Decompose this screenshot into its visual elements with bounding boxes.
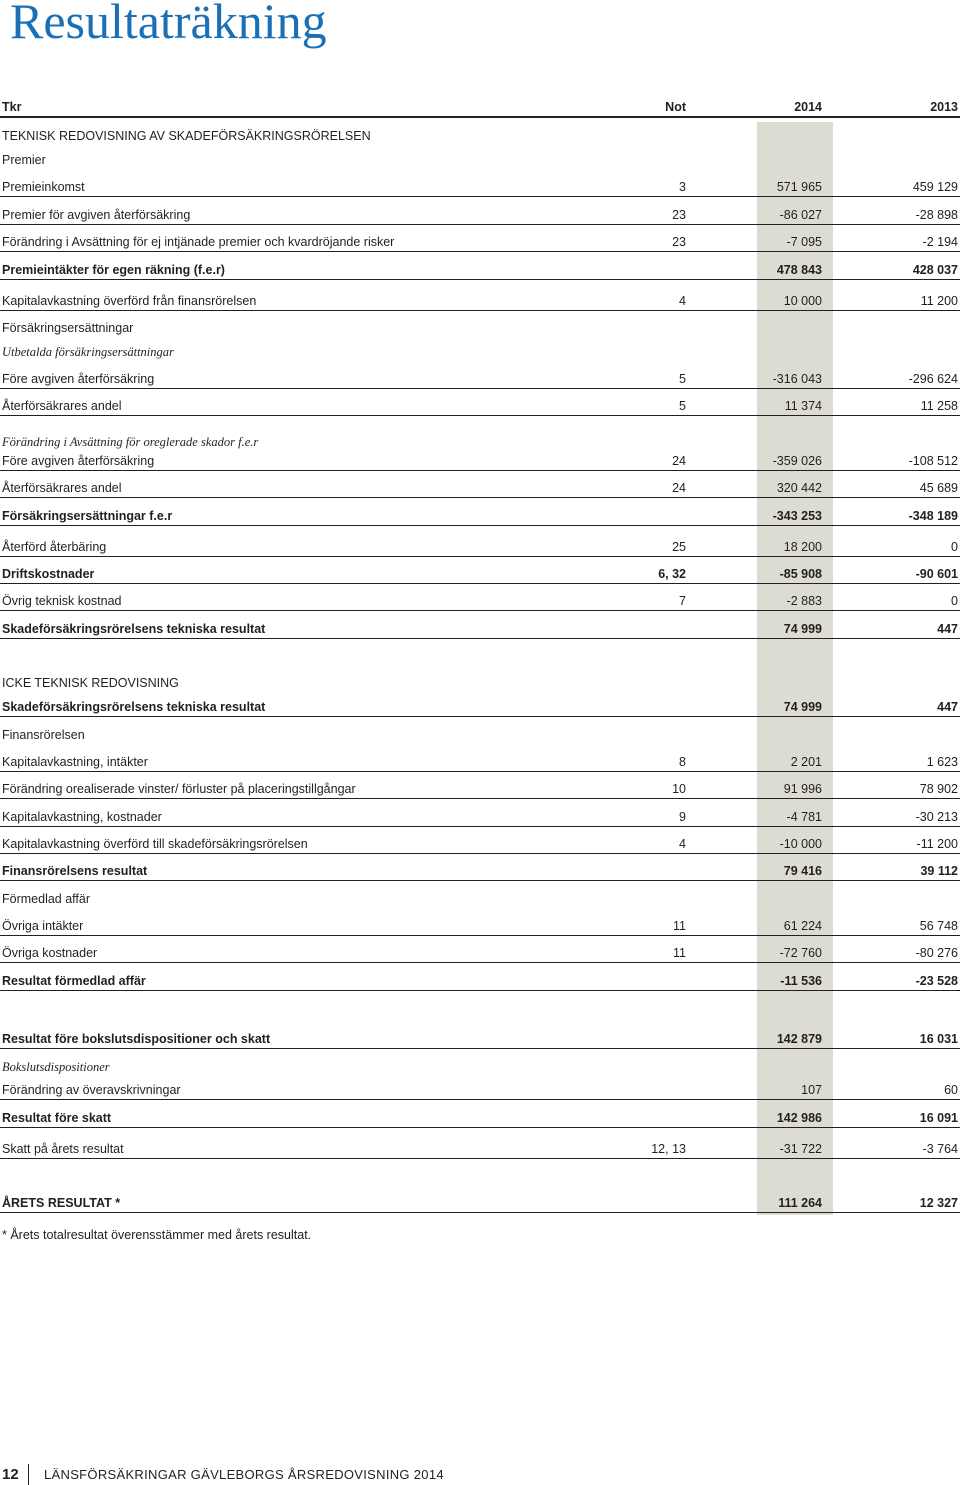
row-label: Skadeförsäkringsrörelsens tekniska resultat bbox=[2, 700, 266, 714]
row-value-2013: 16 031 bbox=[919, 1032, 958, 1046]
row-label: Försäkringsersättningar f.e.r bbox=[2, 509, 173, 523]
row-label: Kapitalavkastning överförd från finansrörelsen bbox=[2, 294, 257, 308]
row-value-2014: 18 200 bbox=[783, 540, 822, 554]
row-value-2014: 79 416 bbox=[783, 864, 822, 878]
row-value-2013: 447 bbox=[937, 622, 958, 636]
row-value-2014: -86 027 bbox=[779, 208, 822, 222]
row-value-2013: 11 200 bbox=[920, 294, 958, 308]
row-label: Resultat före bokslutsdispositioner och skatt bbox=[2, 1032, 271, 1046]
header-not: Not bbox=[665, 100, 686, 114]
row-label: Övrig teknisk kostnad bbox=[2, 594, 122, 608]
row-value-2013: 428 037 bbox=[912, 263, 958, 277]
row-value-2014: -316 043 bbox=[772, 372, 822, 386]
row-value-2014: -72 760 bbox=[779, 946, 822, 960]
row-label: Förändring av överavskrivningar bbox=[2, 1083, 181, 1097]
row-label: Utbetalda försäkringsersättningar bbox=[2, 345, 174, 359]
table-row bbox=[0, 178, 960, 197]
row-value-2014: -31 722 bbox=[779, 1142, 822, 1156]
row-label: Förändring i Avsättning för oreglerade skador f.e.r bbox=[2, 435, 259, 449]
row-label: Resultat förmedlad affär bbox=[2, 974, 146, 988]
table-row bbox=[0, 1194, 960, 1213]
row-label: Finansrörelsen bbox=[2, 728, 85, 742]
page-footer bbox=[0, 1466, 960, 1483]
row-value-2014: -2 883 bbox=[786, 594, 822, 608]
row-value-2013: 78 902 bbox=[919, 782, 958, 796]
row-not: 23 bbox=[672, 235, 686, 249]
row-value-2014: 142 986 bbox=[776, 1111, 822, 1125]
table-row bbox=[0, 151, 960, 169]
row-value-2014: -4 781 bbox=[786, 810, 822, 824]
row-value-2013: -23 528 bbox=[915, 974, 958, 988]
row-not: 12, 13 bbox=[651, 1142, 686, 1156]
table-header bbox=[0, 98, 960, 118]
table-row bbox=[0, 1140, 960, 1159]
row-value-2014: 320 442 bbox=[776, 481, 822, 495]
row-value-2013: -28 898 bbox=[915, 208, 958, 222]
row-value-2013: -2 194 bbox=[922, 235, 958, 249]
row-label: Förändring i Avsättning för ej intjänade premier och kvardröjande risker bbox=[2, 235, 395, 249]
row-not: 11 bbox=[673, 946, 686, 960]
table-row bbox=[0, 808, 960, 827]
row-value-2014: 91 996 bbox=[783, 782, 822, 796]
table-row bbox=[0, 261, 960, 280]
table-row bbox=[0, 726, 960, 744]
table-row bbox=[0, 620, 960, 639]
row-value-2013: 45 689 bbox=[919, 481, 958, 495]
row-not: 8 bbox=[679, 755, 686, 769]
row-value-2014: 10 000 bbox=[783, 294, 822, 308]
table-row bbox=[0, 206, 960, 225]
row-label: Före avgiven återförsäkring bbox=[2, 372, 155, 386]
table-row bbox=[0, 127, 960, 145]
row-value-2013: 60 bbox=[944, 1083, 958, 1097]
table-row bbox=[0, 370, 960, 389]
row-label: Återförd återbäring bbox=[2, 540, 107, 554]
row-value-2013: -90 601 bbox=[915, 567, 958, 581]
row-label: Skadeförsäkringsrörelsens tekniska resultat bbox=[2, 622, 266, 636]
table-row bbox=[0, 319, 960, 337]
row-value-2013: 56 748 bbox=[919, 919, 958, 933]
row-value-2013: -3 764 bbox=[922, 1142, 958, 1156]
row-value-2014: -85 908 bbox=[779, 567, 822, 581]
row-label: Återförsäkrares andel bbox=[2, 481, 122, 495]
page-title: Resultaträkning bbox=[10, 0, 327, 49]
header-unit: Tkr bbox=[2, 100, 22, 114]
row-not: 6, 32 bbox=[658, 567, 686, 581]
table-row bbox=[0, 890, 960, 908]
header-year-2013: 2013 bbox=[930, 100, 958, 114]
row-value-2013: 0 bbox=[951, 540, 958, 554]
page-number: 12 bbox=[2, 1466, 19, 1483]
row-value-2013: -80 276 bbox=[915, 946, 958, 960]
table-row bbox=[0, 972, 960, 991]
row-label: ICKE TEKNISK REDOVISNING bbox=[2, 676, 179, 690]
row-not: 4 bbox=[679, 294, 686, 308]
table-row bbox=[0, 862, 960, 881]
row-not: 9 bbox=[679, 810, 686, 824]
row-label: Driftskostnader bbox=[2, 567, 95, 581]
row-label: Finansrörelsens resultat bbox=[2, 864, 148, 878]
row-label: ÅRETS RESULTAT * bbox=[2, 1196, 121, 1210]
table-row bbox=[0, 343, 960, 361]
row-not: 7 bbox=[679, 594, 686, 608]
row-value-2014: -10 000 bbox=[779, 837, 822, 851]
row-label: Kapitalavkastning överförd till skadeförsäkringsrörelsen bbox=[2, 837, 308, 851]
row-label: Premier för avgiven återförsäkring bbox=[2, 208, 191, 222]
row-label: Premier bbox=[2, 153, 46, 167]
row-not: 24 bbox=[672, 481, 686, 495]
row-label: Övriga intäkter bbox=[2, 919, 84, 933]
row-not: 10 bbox=[672, 782, 686, 796]
row-label: Bokslutsdispositioner bbox=[2, 1060, 110, 1074]
row-value-2014: -343 253 bbox=[772, 509, 822, 523]
row-value-2013: -30 213 bbox=[915, 810, 958, 824]
table-row bbox=[0, 753, 960, 772]
table-row bbox=[0, 433, 960, 451]
footnote: * Årets totalresultat överensstämmer med årets resultat. bbox=[2, 1228, 312, 1242]
header-year-2014: 2014 bbox=[794, 100, 822, 114]
row-label: Återförsäkrares andel bbox=[2, 399, 122, 413]
row-not: 25 bbox=[672, 540, 686, 554]
row-value-2014: 107 bbox=[801, 1083, 822, 1097]
row-label: Resultat före skatt bbox=[2, 1111, 112, 1125]
row-value-2013: 0 bbox=[951, 594, 958, 608]
table-row bbox=[0, 507, 960, 526]
row-value-2014: 142 879 bbox=[776, 1032, 822, 1046]
row-value-2013: -296 624 bbox=[908, 372, 958, 386]
table-row bbox=[0, 944, 960, 963]
row-not: 3 bbox=[679, 180, 686, 194]
row-value-2013: -11 200 bbox=[916, 837, 958, 851]
row-not: 5 bbox=[679, 399, 686, 413]
row-label: Försäkringsersättningar bbox=[2, 321, 134, 335]
row-value-2013: -348 189 bbox=[908, 509, 958, 523]
table-row bbox=[0, 292, 960, 311]
row-value-2013: -108 512 bbox=[908, 454, 958, 468]
row-value-2014: 2 201 bbox=[790, 755, 822, 769]
table-row bbox=[0, 1058, 960, 1076]
table-row bbox=[0, 1109, 960, 1128]
row-not: 23 bbox=[672, 208, 686, 222]
table-row bbox=[0, 835, 960, 854]
row-value-2014: 74 999 bbox=[783, 700, 822, 714]
row-label: TEKNISK REDOVISNING AV SKADEFÖRSÄKRINGSRÖRELSEN bbox=[2, 129, 371, 143]
row-value-2014: 478 843 bbox=[776, 263, 822, 277]
table-row bbox=[0, 565, 960, 584]
footer-divider bbox=[28, 1464, 29, 1485]
row-not: 24 bbox=[672, 454, 686, 468]
table-row bbox=[0, 1030, 960, 1049]
row-value-2013: 1 623 bbox=[926, 755, 958, 769]
row-value-2014: -359 026 bbox=[772, 454, 822, 468]
row-label: Premieinkomst bbox=[2, 180, 85, 194]
table-row bbox=[0, 674, 960, 692]
footer-org: LÄNSFÖRSÄKRINGAR GÄVLEBORGS ÅRSREDOVISNING 2014 bbox=[44, 1467, 444, 1482]
row-value-2014: 111 264 bbox=[778, 1196, 822, 1210]
row-label: Förmedlad affär bbox=[2, 892, 91, 906]
row-value-2013: 12 327 bbox=[919, 1196, 958, 1210]
table-row bbox=[0, 538, 960, 557]
row-value-2014: 61 224 bbox=[783, 919, 822, 933]
row-value-2014: 74 999 bbox=[783, 622, 822, 636]
row-not: 11 bbox=[673, 919, 686, 933]
row-value-2013: 39 112 bbox=[920, 864, 958, 878]
table-row bbox=[0, 452, 960, 471]
row-not: 5 bbox=[679, 372, 686, 386]
row-value-2013: 459 129 bbox=[912, 180, 958, 194]
table-row bbox=[0, 1081, 960, 1100]
table-row bbox=[0, 479, 960, 498]
row-value-2014: 11 374 bbox=[784, 399, 822, 413]
row-label: Före avgiven återförsäkring bbox=[2, 454, 155, 468]
row-value-2013: 11 258 bbox=[920, 399, 958, 413]
row-not: 4 bbox=[679, 837, 686, 851]
table-row bbox=[0, 780, 960, 799]
row-value-2013: 447 bbox=[937, 700, 958, 714]
table-row bbox=[0, 592, 960, 611]
row-value-2014: -11 536 bbox=[780, 974, 822, 988]
row-label: Kapitalavkastning, intäkter bbox=[2, 755, 148, 769]
table-row bbox=[0, 698, 960, 717]
row-label: Förändring orealiserade vinster/ förluster på placeringstillgångar bbox=[2, 782, 356, 796]
table-row bbox=[0, 233, 960, 252]
row-label: Övriga kostnader bbox=[2, 946, 98, 960]
row-value-2014: -7 095 bbox=[786, 235, 822, 249]
row-label: Kapitalavkastning, kostnader bbox=[2, 810, 162, 824]
row-value-2014: 571 965 bbox=[776, 180, 822, 194]
table-row bbox=[0, 397, 960, 416]
row-value-2013: 16 091 bbox=[919, 1111, 958, 1125]
row-label: Premieintäkter för egen räkning (f.e.r) bbox=[2, 263, 225, 277]
row-label: Skatt på årets resultat bbox=[2, 1142, 124, 1156]
table-row bbox=[0, 917, 960, 936]
